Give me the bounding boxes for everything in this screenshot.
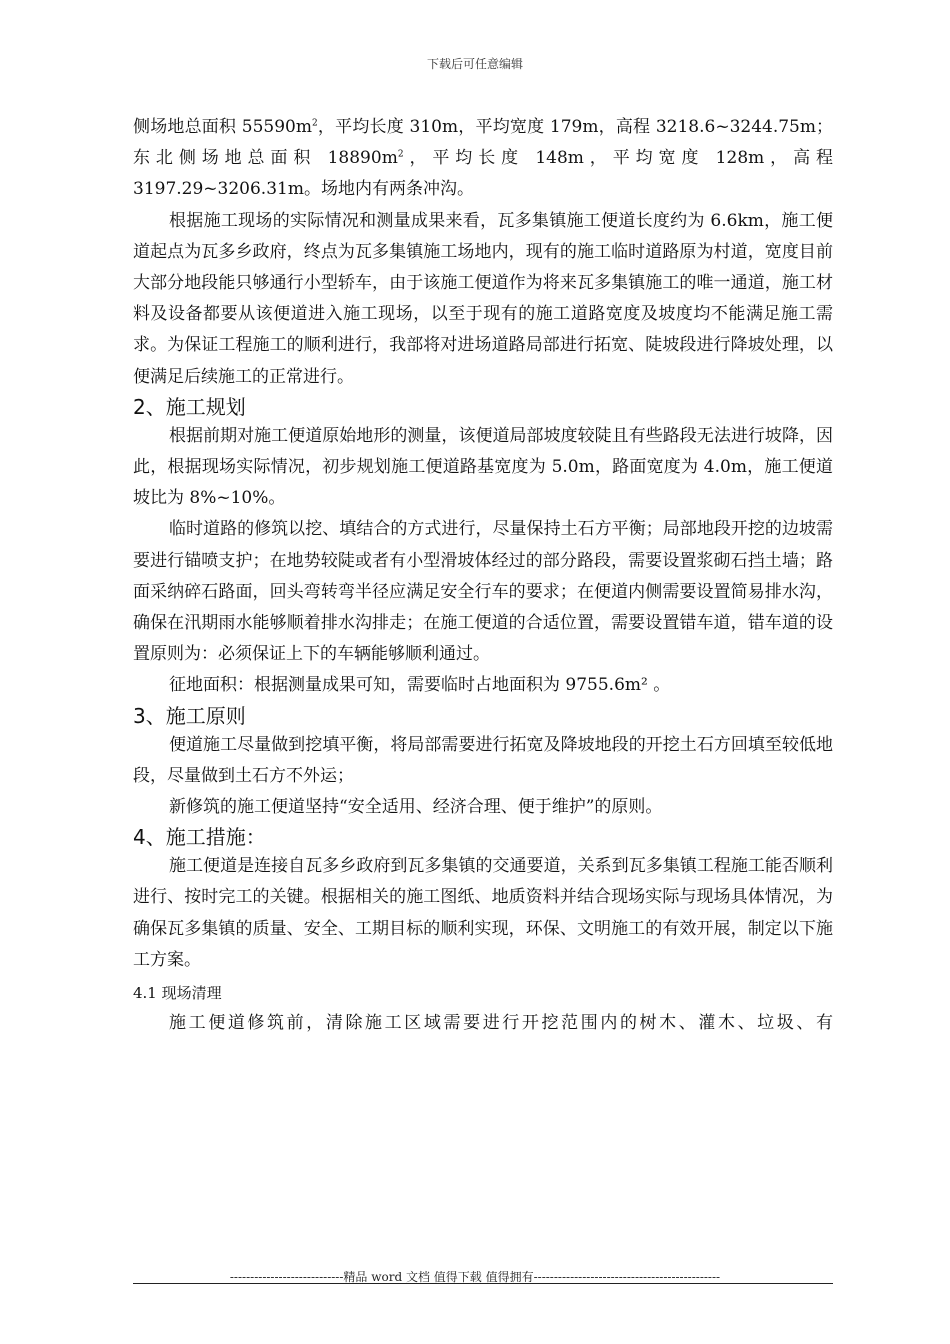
section-heading: 2、施工规划 [133,394,246,419]
section-heading: 4、施工措施： [133,825,266,850]
paragraph: 根据前期对施工便道原始地形的测量，该便道局部坡度较陡且有些路段无法进行坡降，因此，根据现场实际情况，初步规划施工便道路基宽度为 5.0m，路面宽度为 4.0m，施工便道坡比为 8%~10%。 [133,425,833,509]
subsection-heading: 4.1 现场清理 [133,984,222,1003]
paragraph: 临时道路的修筑以挖、填结合的方式进行，尽量保持土石方平衡；局部地段开挖的边坡需要进行锚喷支护；在地势较陡或者有小型滑坡体经过的部分路段，需要设置浆砌石挡土墙；路面采纳碎石路面，回头弯转弯半径应满足安全行车的要求；在便道内侧需要设置简易排水沟，确保在汛期雨水能够顺着排水沟排走；在施工便道的合适位置，需要设置错车道，错车道的设置原则为：必须保证上下的车辆能够顺利通过。 [133,519,833,665]
document-body [133,112,833,1039]
page-header: 下载后可任意编辑 [426,57,523,71]
paragraph: 征地面积：根据测量成果可知，需要临时占地面积为 9755.6m² 。 [169,675,671,696]
paragraph: 便道施工尽量做到挖填平衡，将局部需要进行拓宽及降坡地段的开挖土石方回填至较低地段，尽量做到土石方不外运； [133,734,833,786]
page-footer: ----------------------------精品 word 文档 值得下载 值得拥有---------------------------------------------- [229,1270,721,1284]
paragraph: 施工便道修筑前，清除施工区域需要进行开挖范围内的树木、灌木、垃圾、有 [169,1013,833,1034]
section-heading: 3、施工原则 [133,703,246,728]
footer-rule [133,1283,833,1284]
paragraph: 根据施工现场的实际情况和测量成果来看，瓦多集镇施工便道长度约为 6.6km，施工便道起点为瓦多乡政府，终点为瓦多集镇施工场地内，现有的施工临时道路原为村道，宽度目前大部分地段能只够通行小型轿车，由于该施工便道作为将来瓦多集镇施工的唯一通道，施工材料及设备都要从该便道进入施工现场，以至于现有的施工道路宽度及坡度均不能满足施工需求。为保证工程施工的顺利进行，我部将对进场道路局部进行拓宽、陡坡段进行降坡处理，以便满足后续施工的正常进行。 [133,210,833,387]
paragraph: 新修筑的施工便道坚持“安全适用、经济合理、便于维护”的原则。 [169,797,663,818]
paragraph: 侧场地总面积 $55590m^2$，平均长度 310m，平均宽度 179m，高程 3218.6~3244.75m；东北侧场地总面积 $18890m^2$，平均长度 148m，平均宽度 128m，高程 3197.29~3206.31m。场地内有两条冲沟。 [133,117,833,200]
paragraph: 施工便道是连接自瓦多乡政府到瓦多集镇的交通要道，关系到瓦多集镇工程施工能否顺利进行、按时完工的关键。根据相关的施工图纸、地质资料并结合现场实际与现场具体情况，为确保瓦多集镇的质量、安全、工期目标的顺利实现，环保、文明施工的有效开展，制定以下施工方案。 [133,856,833,970]
